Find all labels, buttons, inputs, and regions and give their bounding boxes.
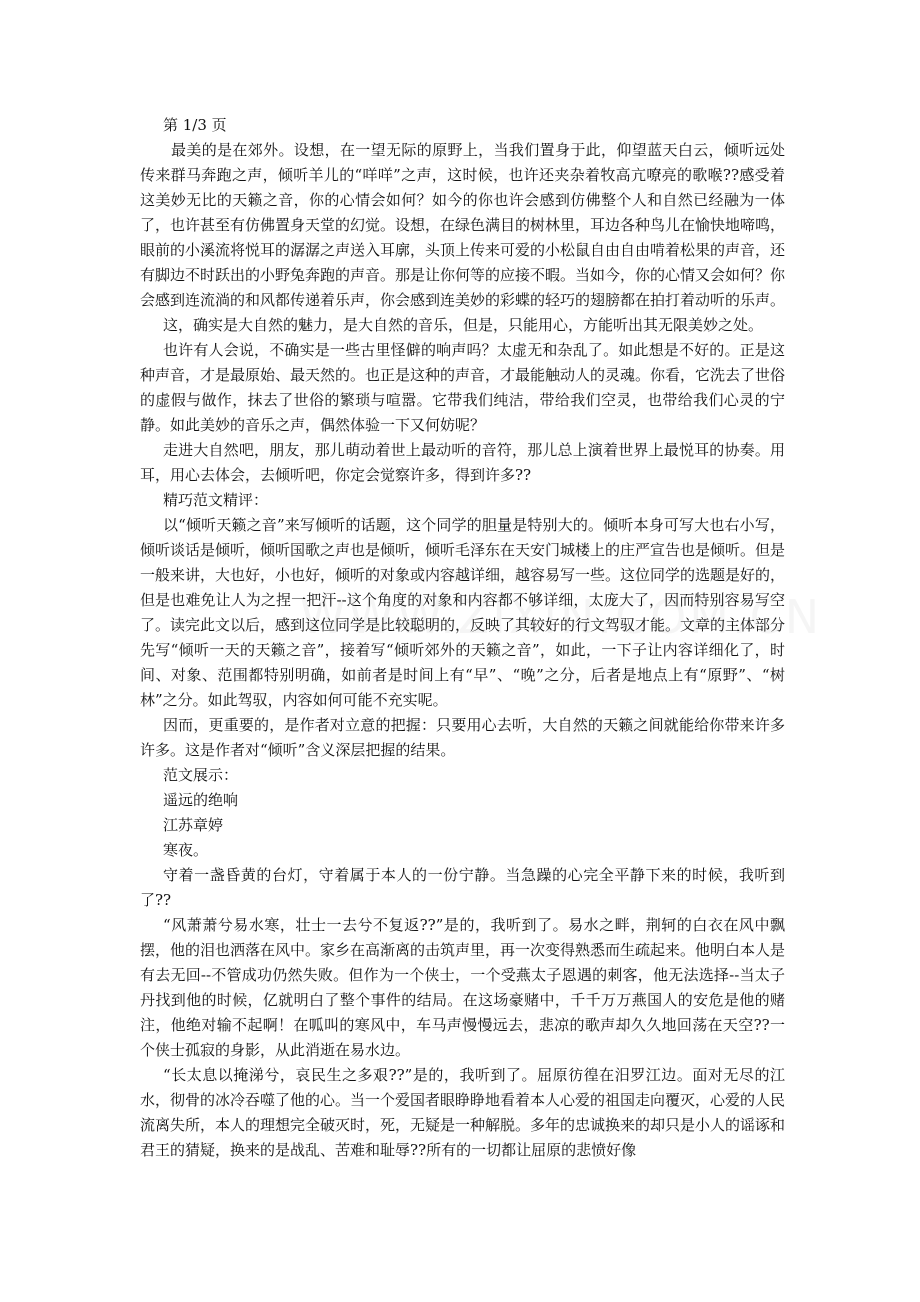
paragraph-theme: 因而，更重要的，是作者对立意的把握：只要用心去听，大自然的天籁之间就能给你带来许多许多。这是作者对“倾听”含义深层把握的结果。 bbox=[140, 716, 785, 759]
paragraph-quyuan: “长太息以掩涕兮，哀民生之多艰??”是的，我听到了。屈原彷徨在汨罗江边。面对无尽的江水，彻骨的冰冷吞噬了他的心。当一个爱国者眼睁睁地看着本人心爱的祖国走向覆灭，心爱的人民流离失所，本人的理想完全破灭时，死，无疑是一种解脱。多年的忠诚换来的却只是小人的谣诼和君王的猜疑，换来的是战乱、苦难和耻辱??所有的一切都让屈原的悲愤好像 bbox=[140, 1066, 786, 1159]
paragraph-nature-sound: 也许有人会说，不确实是一些古里怪僻的响声吗？太虚无和杂乱了。如此想是不好的。正是这种声音，才是最原始、最天然的。也正是这种的声音，才最能触动人的灵魂。你看，它洗去了世俗的虚假与做作，抹去了世俗的繁琐与喧嚣。它带我们纯洁，带给我们空灵，也带给我们心灵的宁静。如此美妙的音乐之声，偶然体验一下又何妨呢？ bbox=[140, 341, 786, 434]
page-number: 第 1/3 页 bbox=[163, 116, 227, 134]
paragraph-commentary: 以“倾听天籁之音”来写倾听的话题，这个同学的胆量是特别大的。倾听本身可写大也右小写，倾听谈话是倾听，倾听国歌之声也是倾听，倾听毛泽东在天安门城楼上的庄严宣告也是倾听。但是一般来讲，大也好，小也好，倾听的对象或内容越详细，越容易写一些。这位同学的选题是好的，但是也难免让人为之捏一把汗--这个角度的对象和内容都不够详细，太庞大了，因而特别容易写空了。读完此文以后，感到这位同学是比较聪明的，反映了其较好的行文驾驭才能。文章的主体部分先写“倾听一天的天籁之音”，接着写“倾听郊外的天籁之音”，如此，一下子让内容详细化了，时间、对象、范围都特别明确，如前者是时间上有“早”、“晚”之分，后者是地点上有“原野”、“树林”之分。如此驾驭，内容如何可能不充实呢。 bbox=[140, 516, 786, 709]
section-heading-sample: 范文展示： bbox=[163, 766, 239, 784]
essay-opening-line: 寒夜。 bbox=[163, 841, 209, 859]
paragraph-walk-into-nature: 走进大自然吧，朋友，那儿萌动着世上最动听的音符，那儿总上演着世界上最悦耳的协奏。用耳，用心去体会，去倾听吧，你定会觉察许多，得到许多?? bbox=[140, 441, 785, 484]
essay-author: 江苏章婷 bbox=[163, 816, 224, 834]
document-body bbox=[140, 113, 785, 1163]
section-heading-commentary: 精巧范文精评： bbox=[163, 491, 269, 509]
essay-title: 遥远的绝响 bbox=[163, 791, 239, 809]
paragraph-jingke: “风萧萧兮易水寒，壮士一去兮不复返??”是的，我听到了。易水之畔，荆轲的白衣在风中飘摆，他的泪也洒落在风中。家乡在高渐离的击筑声里，再一次变得熟悉而生疏起来。他明白本人是有去无回--不管成功仍然失败。但作为一个侠士，一个受燕太子恩遇的刺客，他无法选择--当太子丹找到他的时候，亿就明白了整个事件的结局。在这场豪赌中，千千万万燕国人的安危是他的赌注，他绝对输不起啊！在呱叫的寒风中，车马声慢慢远去，悲凉的歌声却久久地回荡在天空??一个侠士孤寂的身影，从此消逝在易水边。 bbox=[140, 916, 786, 1059]
paragraph-nature-charm: 这，确实是大自然的魅力，是大自然的音乐，但是，只能用心，方能听出其无限美妙之处。 bbox=[163, 316, 764, 334]
paragraph-countryside: 最美的是在郊外。设想，在一望无际的原野上，当我们置身于此，仰望蓝天白云，倾听远处传来群马奔跑之声，倾听羊儿的“咩咩”之声，这时候，也许还夹杂着牧高亢嘹亮的歌喉??感受着这美妙无比的天籁之音，你的心情会如何？如今的你也许会感到仿佛整个人和自然已经融为一体了，也许甚至有仿佛置身天堂的幻觉。设想，在绿色满目的树林里，耳边各种鸟儿在愉快地啼鸣，眼前的小溪流将悦耳的潺潺之声送入耳廓，头顶上传来可爱的小松鼠自由自由啃着松果的声音，还有脚边不时跃出的小野兔奔跑的声音。那是让你何等的应接不暇。当如今，你的心情又会如何？你会感到连流淌的和风都传递着乐声，你会感到连美妙的彩蝶的轻巧的翅膀都在拍打着动听的乐声。 bbox=[140, 141, 786, 309]
paragraph-lamp: 守着一盏昏黄的台灯，守着属于本人的一份宁静。当急躁的心完全平静下来的时候，我听到了?? bbox=[140, 866, 785, 909]
